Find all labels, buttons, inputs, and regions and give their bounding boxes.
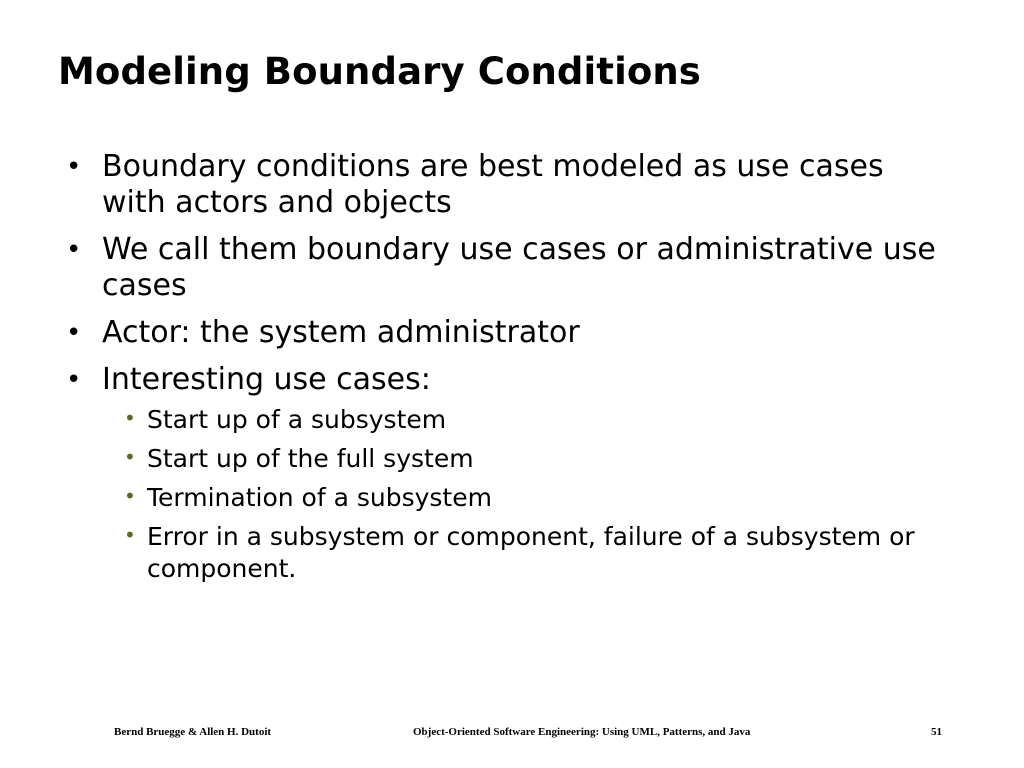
bullet-dot-icon: • xyxy=(66,152,82,182)
sub-bullet-dot-icon: • xyxy=(124,445,136,469)
bullet-dot-icon: • xyxy=(66,318,82,348)
sub-bullet-dot-icon: • xyxy=(124,484,136,508)
sub-bullet-list xyxy=(102,404,942,585)
sub-bullet-dot-icon: • xyxy=(124,523,136,547)
sub-bullet-dot-icon: • xyxy=(124,406,136,430)
bullet-text: We call them boundary use cases or administrative use cases xyxy=(102,232,936,303)
sub-bullet-text: Start up of the full system xyxy=(147,444,474,473)
bullet-text: Boundary conditions are best modeled as use cases with actors and objects xyxy=(102,149,884,220)
sub-bullet-item xyxy=(0,404,1024,436)
slide-title: Modeling Boundary Conditions xyxy=(58,50,701,93)
sub-bullet-item xyxy=(0,521,1024,585)
footer-book-title: Object-Oriented Software Engineering: Using UML, Patterns, and Java xyxy=(413,726,751,738)
bullet-item xyxy=(0,315,942,351)
sub-bullet-item xyxy=(0,443,1024,475)
bullet-item xyxy=(0,149,942,221)
bullet-dot-icon: • xyxy=(66,365,82,395)
sub-bullet-text: Start up of a subsystem xyxy=(147,405,447,434)
bullet-text: Actor: the system administrator xyxy=(102,315,580,350)
bullet-text: Interesting use cases: xyxy=(102,362,431,397)
bullet-item xyxy=(0,232,942,304)
bullet-item xyxy=(0,362,942,585)
bullet-dot-icon: • xyxy=(66,235,82,265)
sub-bullet-text: Termination of a subsystem xyxy=(147,483,492,512)
sub-bullet-text: Error in a subsystem or component, failure of a subsystem or component. xyxy=(147,522,915,583)
footer-page-number: 51 xyxy=(931,726,942,738)
slide-footer xyxy=(0,724,1024,740)
footer-authors: Bernd Bruegge & Allen H. Dutoit xyxy=(114,726,272,738)
bullet-list xyxy=(0,149,1024,596)
sub-bullet-item xyxy=(0,482,1024,514)
